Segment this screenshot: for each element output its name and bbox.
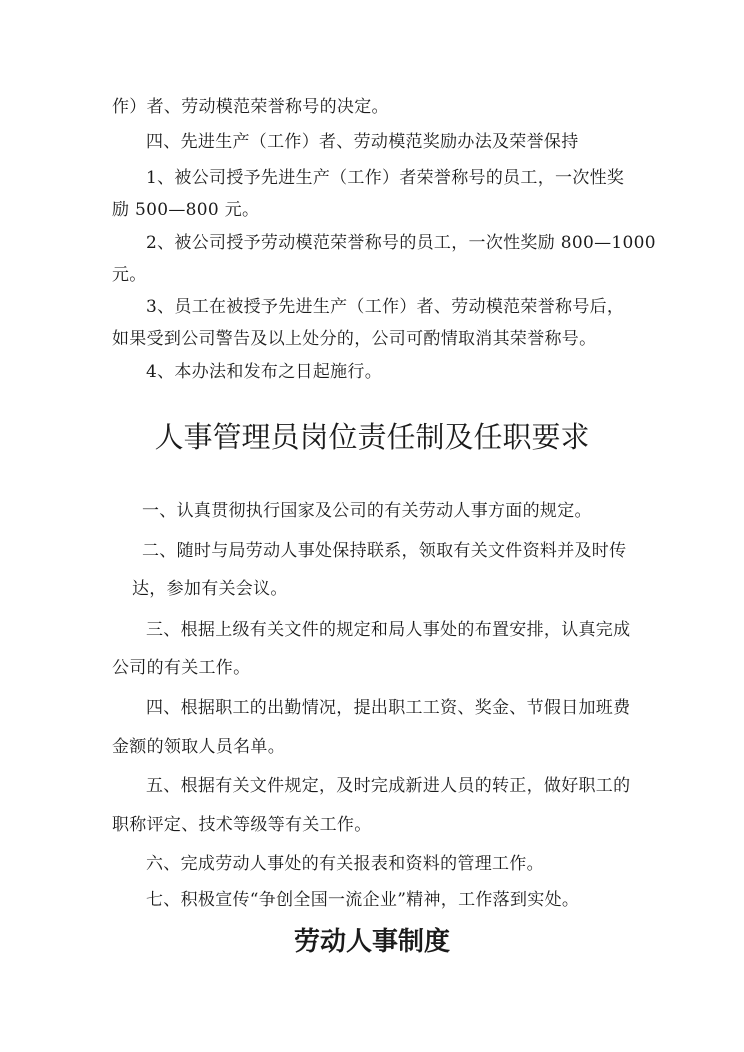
- section-heading-line: 四、先进生产（工作）者、劳动模范奖励办法及荣誉保持: [146, 132, 579, 152]
- section-title: 人事管理员岗位责任制及任职要求: [154, 420, 590, 454]
- paragraph-line: 励 500—800 元。: [112, 200, 260, 220]
- paragraph-line: 3、员工在被授予先进生产（工作）者、劳动模范荣誉称号后，: [146, 297, 625, 317]
- list-item-continuation: 达，参加有关会议。: [132, 579, 288, 599]
- list-item: 七、积极宣传“争创全国一流企业”精神，工作落到实处。: [146, 890, 580, 910]
- list-item: 一、认真贯彻执行国家及公司的有关劳动人事方面的规定。: [142, 501, 592, 521]
- paragraph-line: 2、被公司授予劳动模范荣誉称号的员工，一次性奖励 800—1000: [146, 233, 656, 253]
- section-title: 劳动人事制度: [293, 927, 450, 957]
- paragraph-line: 如果受到公司警告及以上处分的，公司可酌情取消其荣誉称号。: [112, 329, 597, 349]
- paragraph-line: 4、本办法和发布之日起施行。: [146, 362, 383, 382]
- paragraph-line: 元。: [112, 265, 147, 285]
- list-item-continuation: 金额的领取人员名单。: [112, 737, 285, 757]
- list-item: 四、根据职工的出勤情况，提出职工工资、奖金、节假日加班费: [146, 698, 631, 718]
- paragraph-line: 1、被公司授予先进生产（工作）者荣誉称号的员工，一次性奖: [146, 168, 625, 188]
- list-item: 六、完成劳动人事处的有关报表和资料的管理工作。: [146, 854, 544, 874]
- list-item-continuation: 职称评定、技术等级等有关工作。: [112, 815, 372, 835]
- list-item: 五、根据有关文件规定，及时完成新进人员的转正，做好职工的: [146, 776, 631, 796]
- list-item: 二、随时与局劳动人事处保持联系，领取有关文件资料并及时传: [142, 541, 627, 561]
- paragraph-line: 作）者、劳动模范荣誉称号的决定。: [112, 97, 389, 117]
- list-item: 三、根据上级有关文件的规定和局人事处的布置安排，认真完成: [146, 620, 631, 640]
- list-item-continuation: 公司的有关工作。: [112, 658, 251, 678]
